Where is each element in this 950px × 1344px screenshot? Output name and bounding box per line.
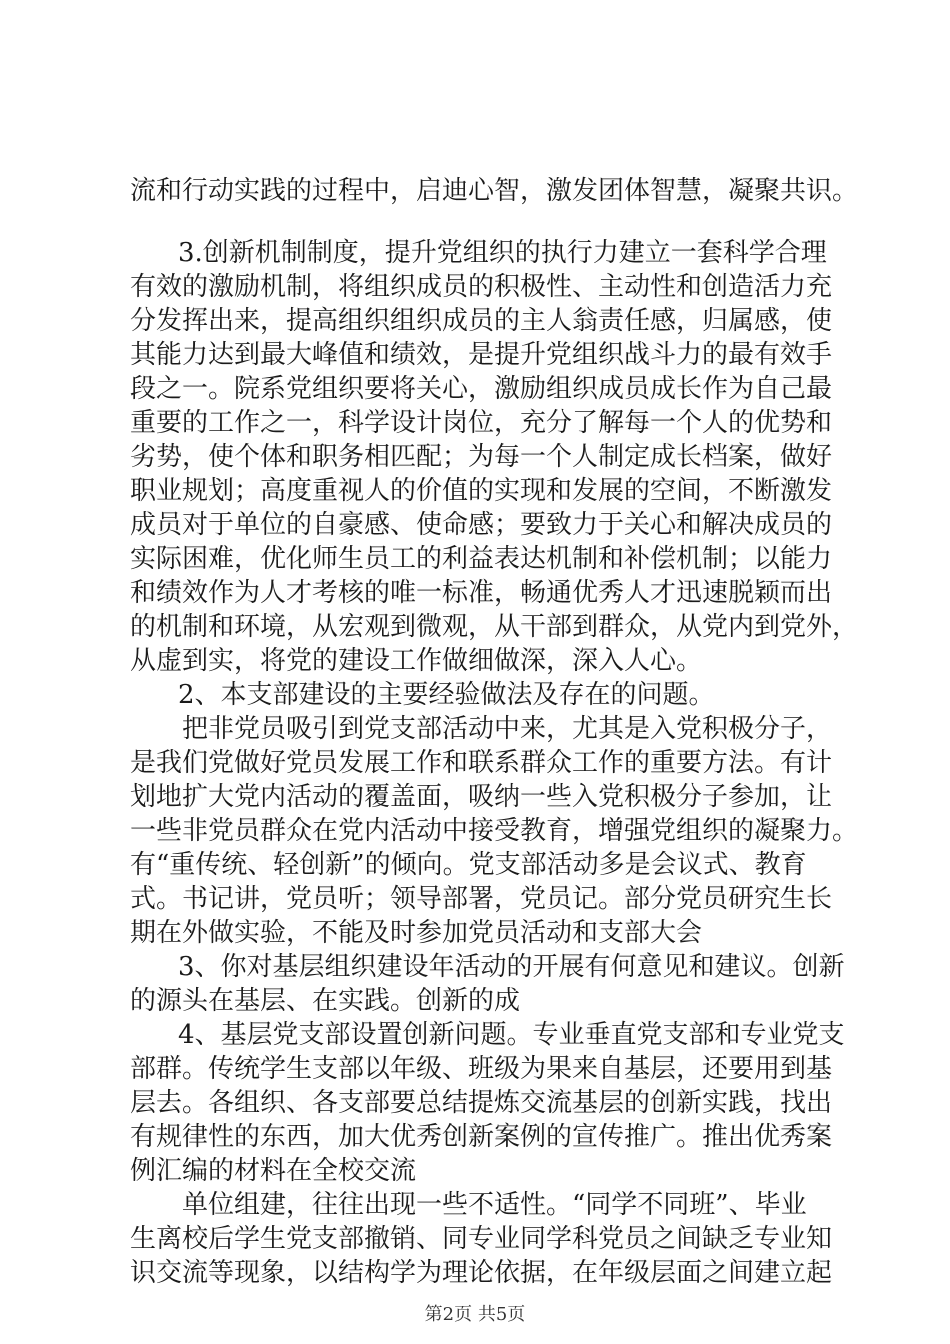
text-line-3: 有效的激励机制，将组织成员的积极性、主动性和创造活力充	[130, 272, 833, 302]
text-line-18: 划地扩大党内活动的覆盖面，吸纳一些入党积极分子参加，让	[130, 782, 833, 812]
text-line-29: 例汇编的材料在全校交流	[130, 1156, 417, 1186]
text-line-27: 层去。各组织、各支部要总结提炼交流基层的创新实践，找出	[130, 1088, 833, 1118]
text-line-15: 2、本支部建设的主要经验做法及存在的问题。	[178, 680, 715, 710]
text-line-9: 职业规划；高度重视人的价值的实现和发展的空间，不断激发	[130, 476, 833, 506]
text-line-17: 是我们党做好党员发展工作和联系群众工作的重要方法。有计	[130, 748, 833, 778]
text-line-26: 部群。传统学生支部以年级、班级为果来自基层，还要用到基	[130, 1054, 833, 1084]
text-line-31: 生离校后学生党支部撤销、同专业同学科党员之间缺乏专业知	[130, 1224, 833, 1254]
text-line-21: 式。书记讲，党员听；领导部署，党员记。部分党员研究生长	[130, 884, 833, 914]
text-line-2: 3.创新机制制度，提升党组织的执行力建立一套科学合理	[178, 238, 827, 268]
text-line-11: 实际困难，优化师生员工的利益表达机制和补偿机制；以能力	[130, 544, 833, 574]
text-line-22: 期在外做实验，不能及时参加党员活动和支部大会	[130, 918, 703, 948]
text-line-24: 的源头在基层、在实践。创新的成	[130, 986, 521, 1016]
text-line-10: 成员对于单位的自豪感、使命感；要致力于关心和解决成员的	[130, 510, 833, 540]
text-line-25: 4、基层党支部设置创新问题。专业垂直党支部和专业党支	[178, 1020, 845, 1050]
text-line-4: 分发挥出来，提高组织组织成员的主人翁责任感，归属感，使	[130, 306, 833, 336]
text-line-28: 有规律性的东西，加大优秀创新案例的宣传推广。推出优秀案	[130, 1122, 833, 1152]
text-line-16: 把非党员吸引到党支部活动中来，尤其是入党积极分子，	[182, 714, 833, 744]
text-line-5: 其能力达到最大峰值和绩效，是提升党组织战斗力的最有效手	[130, 340, 833, 370]
page-number-footer: 第2页 共5页	[424, 1304, 526, 1325]
text-line-12: 和绩效作为人才考核的唯一标准，畅通优秀人才迅速脱颖而出	[130, 578, 833, 608]
text-line-7: 重要的工作之一，科学设计岗位，充分了解每一个人的优势和	[130, 408, 833, 438]
text-line-32: 识交流等现象，以结构学为理论依据，在年级层面之间建立起	[130, 1258, 833, 1288]
text-line-19: 一些非党员群众在党内活动中接受教育，增强党组织的凝聚力。	[130, 816, 859, 846]
text-line-20: 有“重传统、轻创新”的倾向。党支部活动多是会议式、教育	[130, 850, 807, 880]
text-line-13: 的机制和环境，从宏观到微观，从干部到群众，从党内到党外，	[130, 612, 859, 642]
text-line-30: 单位组建，往往出现一些不适性。“同学不同班”、毕业	[182, 1190, 807, 1220]
text-line-8: 劣势，使个体和职务相匹配；为每一个人制定成长档案，做好	[130, 442, 833, 472]
text-line-14: 从虚到实，将党的建设工作做细做深，深入人心。	[130, 646, 703, 676]
text-line-6: 段之一。院系党组织要将关心，激励组织成员成长作为自己最	[130, 374, 833, 404]
text-line-1: 流和行动实践的过程中，启迪心智，激发团体智慧，凝聚共识。	[130, 176, 859, 206]
text-line-23: 3、你对基层组织建设年活动的开展有何意见和建议。创新	[178, 952, 845, 982]
